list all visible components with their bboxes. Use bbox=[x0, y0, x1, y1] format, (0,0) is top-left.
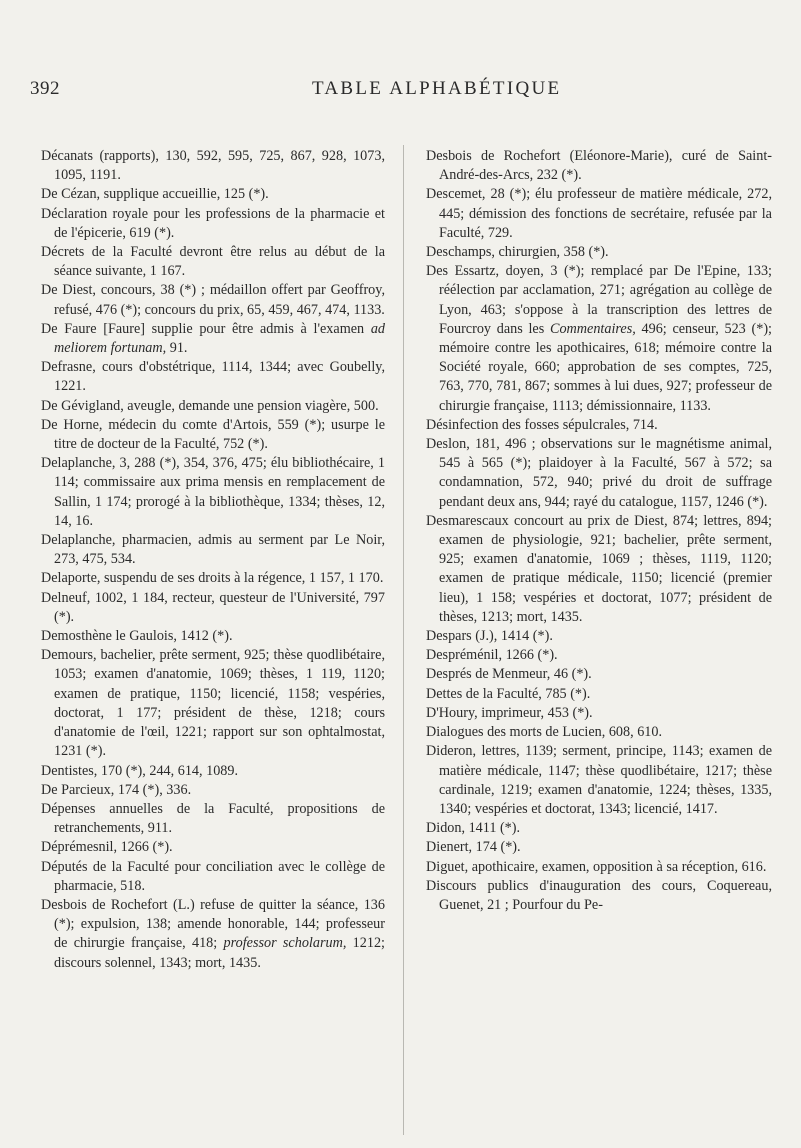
index-entry bbox=[41, 243, 385, 281]
index-entry bbox=[426, 416, 772, 435]
index-entry-text: Désinfection des fosses sépulcrales, 714. bbox=[426, 416, 658, 433]
index-entry bbox=[426, 243, 772, 262]
index-entry bbox=[41, 147, 385, 185]
index-entry bbox=[41, 454, 385, 531]
index-entry-text: Décanats (rapports), 130, 592, 595, 725, 867, 928, 1073, 1095, 1191. bbox=[41, 148, 385, 184]
index-entry-text: Didon, 1411 (*). bbox=[426, 820, 521, 837]
index-entry bbox=[41, 627, 385, 646]
index-column-right bbox=[426, 147, 772, 915]
index-entry bbox=[41, 838, 385, 857]
index-entry bbox=[41, 416, 385, 454]
index-entry-text: D'Houry, imprimeur, 453 (*). bbox=[426, 704, 593, 721]
index-entry-text: De Parcieux, 174 (*), 336. bbox=[41, 781, 192, 798]
index-entry-text-after: 91. bbox=[166, 340, 188, 357]
index-entry bbox=[426, 685, 772, 704]
column-divider bbox=[403, 145, 404, 1135]
index-entry-text: Despars (J.), 1414 (*). bbox=[426, 628, 553, 645]
index-entry bbox=[426, 704, 772, 723]
index-entry-text: Delaporte, suspendu de ses droits à la régence, 1 157, 1 170. bbox=[41, 570, 384, 587]
index-entry-text: Décrets de la Faculté devront être relus au début de la séance suivante, 1 167. bbox=[41, 244, 385, 280]
index-entry-text: Déprémesnil, 1266 (*). bbox=[41, 839, 173, 856]
index-entry bbox=[41, 896, 385, 973]
index-entry-text-after: 496; censeur, 523 (*); mémoire contre les apothicaires, 618; mémoire contre la Société royale, 660; approbation de ses comptes, 725, 763, 770, 781, 867; sommes à lui dues, 927; professeur de chirurgie française, 1113; démissionnaire, 1133. bbox=[439, 320, 772, 414]
index-entry-text: Delaplanche, pharmacien, admis au serment par Le Noir, 273, 475, 534. bbox=[41, 532, 385, 568]
index-entry-text-after: 1212; discours solennel, 1343; mort, 1435. bbox=[54, 935, 385, 971]
index-entry-text: De Faure [Faure] supplie pour être admis à l'examen bbox=[41, 320, 371, 337]
index-entry bbox=[426, 665, 772, 684]
index-entry-text: Déclaration royale pour les professions de la pharmacie et de l'épicerie, 619 (*). bbox=[41, 205, 385, 241]
index-entry-text: Diguet, apothicaire, examen, opposition à sa réception, 616. bbox=[426, 858, 767, 875]
page-number: 392 bbox=[30, 78, 60, 99]
index-entry-text: Deschamps, chirurgien, 358 (*). bbox=[426, 244, 609, 261]
index-entry bbox=[41, 205, 385, 243]
index-entry bbox=[426, 858, 772, 877]
index-entry-text: Demours, bachelier, prête serment, 925; thèse quodlibétaire, 1053; examen d'anatomie, 1069; thèses, 1 119, 1120; examen de pratique, 1150; licencié, 1158; vespéries, doctorat, 1 177; président de thèse, 1218; cours d'anatomie de l'œil, 1221; rapport sur son ophtalmostat, 1231 (*). bbox=[41, 647, 385, 760]
index-entry-text: Delaplanche, 3, 288 (*), 354, 376, 475; élu bibliothécaire, 1 114; commissaire aux prima mensis en remplacement de Sallin, 1 174; prorogé à la bibliothèque, 1334; thèses, 12, 14, 16. bbox=[41, 455, 385, 529]
index-entry bbox=[41, 781, 385, 800]
index-entry-text: Desmarescaux concourt au prix de Diest, 874; lettres, 894; examen de physiologie, 921; bachelier, prête serment, 925; examen d'anatomie, 1069 ; thèses, 1119, 1120; examen de pratique médicale, 1150; licencié (premier lieu), 1 158; vespéries et doctorat, 1077; président de thèses, 1213; mort, 1435. bbox=[426, 512, 772, 625]
index-entry bbox=[426, 262, 772, 416]
index-entry-text: Des Essartz, doyen, 3 (*); remplacé par De l'Epine, 133; réélection par acclamation, 271; agrégation au collège de Lyon, 463; s'oppose à la transcription des lettres de Fourcroy dans les bbox=[426, 263, 772, 337]
index-entry-text: Després de Menmeur, 46 (*). bbox=[426, 666, 592, 683]
index-entry bbox=[426, 742, 772, 819]
index-entry bbox=[426, 512, 772, 627]
index-entry-text: Dialogues des morts de Lucien, 608, 610. bbox=[426, 724, 663, 741]
index-entry bbox=[426, 646, 772, 665]
index-entry-italic: ad meliorem fortunam, bbox=[54, 320, 385, 357]
index-entry-text: Descemet, 28 (*); élu professeur de matière médicale, 272, 445; démission des fonctions de secrétaire, refusée par la Faculté, 729. bbox=[426, 186, 772, 241]
index-entry-text: De Diest, concours, 38 (*) ; médaillon offert par Geoffroy, refusé, 476 (*); concours du prix, 65, 459, 467, 474, 1133. bbox=[41, 282, 385, 318]
index-entry-text: Dettes de la Faculté, 785 (*). bbox=[426, 685, 591, 702]
index-entry-text: Despréménil, 1266 (*). bbox=[426, 647, 558, 664]
index-entry-italic: Commentaires, bbox=[549, 320, 636, 337]
index-entry bbox=[41, 531, 385, 569]
index-entry bbox=[41, 397, 385, 416]
index-entry bbox=[41, 281, 385, 319]
index-entry-text: Dépenses annuelles de la Faculté, propositions de retranchements, 911. bbox=[41, 800, 385, 837]
index-entry bbox=[41, 762, 385, 781]
index-entry-text: Desbois de Rochefort (L.) refuse de quitter la séance, 136 (*); expulsion, 138; amende honorable, 144; professeur de chirurgie française, 418; bbox=[41, 896, 385, 952]
index-entry bbox=[426, 877, 772, 915]
index-entry bbox=[41, 569, 385, 588]
index-entry-text: Desbois de Rochefort (Eléonore-Marie), curé de Saint-André-des-Arcs, 232 (*). bbox=[426, 148, 772, 184]
running-title: TABLE ALPHABÉTIQUE bbox=[312, 78, 562, 99]
index-entry bbox=[41, 320, 385, 358]
index-entry bbox=[41, 358, 385, 396]
index-entry bbox=[41, 646, 385, 761]
index-entry-text: Defrasne, cours d'obstétrique, 1114, 1344; avec Goubelly, 1221. bbox=[41, 359, 385, 395]
index-entry bbox=[426, 185, 772, 243]
index-entry bbox=[426, 627, 772, 646]
index-entry-text: Delneuf, 1002, 1 184, recteur, questeur de l'Université, 797 (*). bbox=[41, 589, 385, 625]
index-entry-text: Dentistes, 170 (*), 244, 614, 1089. bbox=[41, 762, 239, 779]
index-entry bbox=[426, 435, 772, 512]
index-entry-text: De Horne, médecin du comte d'Artois, 559 (*); usurpe le titre de docteur de la Faculté, 752 (*). bbox=[41, 416, 385, 453]
index-entry-text: De Cézan, supplique accueillie, 125 (*). bbox=[41, 186, 269, 203]
index-entry-italic: professor scholarum, bbox=[223, 935, 347, 952]
index-entry-text: Discours publics d'inauguration des cours, Coquereau, Guenet, 21 ; Pourfour du Pe- bbox=[426, 877, 772, 913]
index-entry bbox=[41, 185, 385, 204]
index-entry bbox=[426, 723, 772, 742]
index-entry-text: Dideron, lettres, 1139; serment, principe, 1143; examen de matière médicale, 1147; thèse quodlibétaire, 1217; thèse cardinale, 1219; examen d'anatomie, 1224; thèses, 1335, 1340; vespéries et doctorat, 1343; licencié, 1417. bbox=[426, 743, 772, 817]
index-entry-text: De Gévigland, aveugle, demande une pension viagère, 500. bbox=[41, 397, 379, 414]
index-entry bbox=[426, 838, 772, 857]
index-entry bbox=[41, 800, 385, 838]
index-entry-text: Deslon, 181, 496 ; observations sur le magnétisme animal, 545 à 565 (*); plaidoyer à la Faculté, 567 à 572; sa condamnation, 572, 940; privé du droit de suffrage pendant deux ans, 944; rayé du catalogue, 1157, 1246 (*). bbox=[426, 436, 772, 510]
index-entry-text: Députés de la Faculté pour conciliation avec le collège de pharmacie, 518. bbox=[41, 858, 385, 894]
index-entry bbox=[41, 858, 385, 896]
index-entry-text: Demosthène le Gaulois, 1412 (*). bbox=[41, 628, 233, 645]
index-entry bbox=[41, 589, 385, 627]
index-entry-text: Dienert, 174 (*). bbox=[426, 839, 521, 856]
index-column-left bbox=[41, 147, 385, 973]
index-entry bbox=[426, 819, 772, 838]
index-entry bbox=[426, 147, 772, 185]
